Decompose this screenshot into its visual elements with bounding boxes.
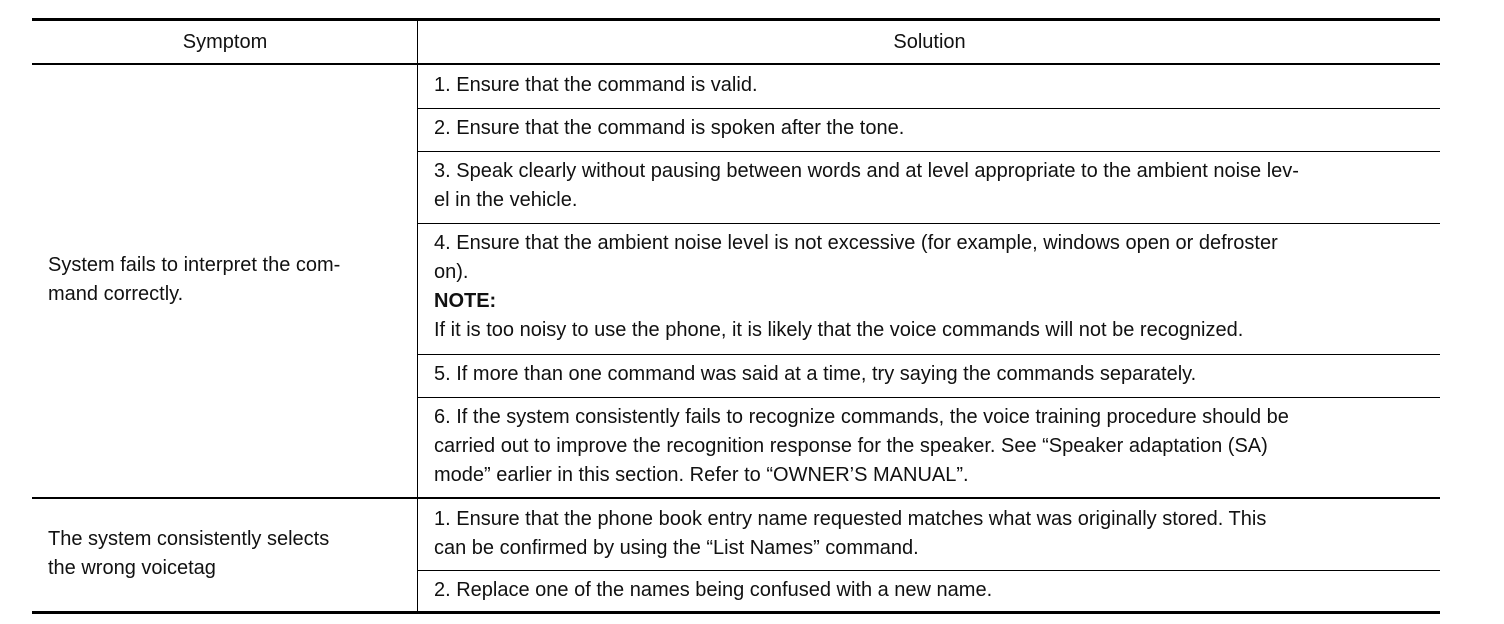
row-divider	[418, 108, 1440, 109]
header-solution: Solution	[893, 30, 966, 53]
symptom-cell	[48, 251, 403, 309]
symptom-line: The system consistently selects	[48, 528, 330, 550]
solution-cell	[434, 403, 1424, 490]
row-divider	[418, 570, 1440, 571]
table-header-row	[32, 21, 1440, 65]
row-divider	[418, 354, 1440, 355]
header-symptom: Symptom	[182, 30, 268, 53]
solution-line: mode” earlier in this section. Refer to “OWNER’S MANUAL”.	[434, 464, 969, 486]
troubleshooting-table	[32, 18, 1440, 614]
solution-cell	[434, 505, 1424, 563]
solution-cell	[434, 114, 1424, 143]
solution-line: carried out to improve the recognition response for the speaker. See “Speaker adaptation (SA)	[434, 435, 1268, 457]
group-divider	[32, 497, 1440, 499]
note-label: NOTE:	[434, 290, 497, 312]
solution-text: 2. Replace one of the names being confused with a new name.	[434, 579, 993, 601]
solution-line: can be confirmed by using the “List Names” command.	[434, 537, 919, 559]
solution-cell	[434, 229, 1424, 345]
solution-line: on).	[434, 261, 469, 283]
solution-line: 1. Ensure that the phone book entry name requested matches what was originally stored. This	[434, 508, 1267, 530]
solution-cell	[434, 360, 1424, 389]
solution-text: 5. If more than one command was said at a time, try saying the commands separately.	[434, 363, 1197, 385]
symptom-line: mand correctly.	[48, 283, 184, 305]
solution-line: el in the vehicle.	[434, 189, 578, 211]
solution-cell	[434, 71, 1424, 100]
solution-text: 1. Ensure that the command is valid.	[434, 74, 758, 96]
column-divider	[417, 21, 418, 611]
solution-cell	[434, 157, 1424, 215]
symptom-line: the wrong voicetag	[48, 557, 216, 579]
note-text: If it is too noisy to use the phone, it is likely that the voice commands will not be recognized.	[434, 319, 1244, 341]
row-divider	[418, 223, 1440, 224]
row-divider	[418, 151, 1440, 152]
solution-cell	[434, 576, 1424, 605]
symptom-cell	[48, 525, 403, 583]
symptom-line: System fails to interpret the com-	[48, 254, 341, 276]
solution-line: 3. Speak clearly without pausing between words and at level appropriate to the ambient noise lev-	[434, 160, 1299, 182]
solution-text: 2. Ensure that the command is spoken after the tone.	[434, 117, 905, 139]
solution-line: 4. Ensure that the ambient noise level is not excessive (for example, windows open or defroster	[434, 232, 1278, 254]
row-divider	[418, 397, 1440, 398]
solution-line: 6. If the system consistently fails to recognize commands, the voice training procedure should be	[434, 406, 1289, 428]
